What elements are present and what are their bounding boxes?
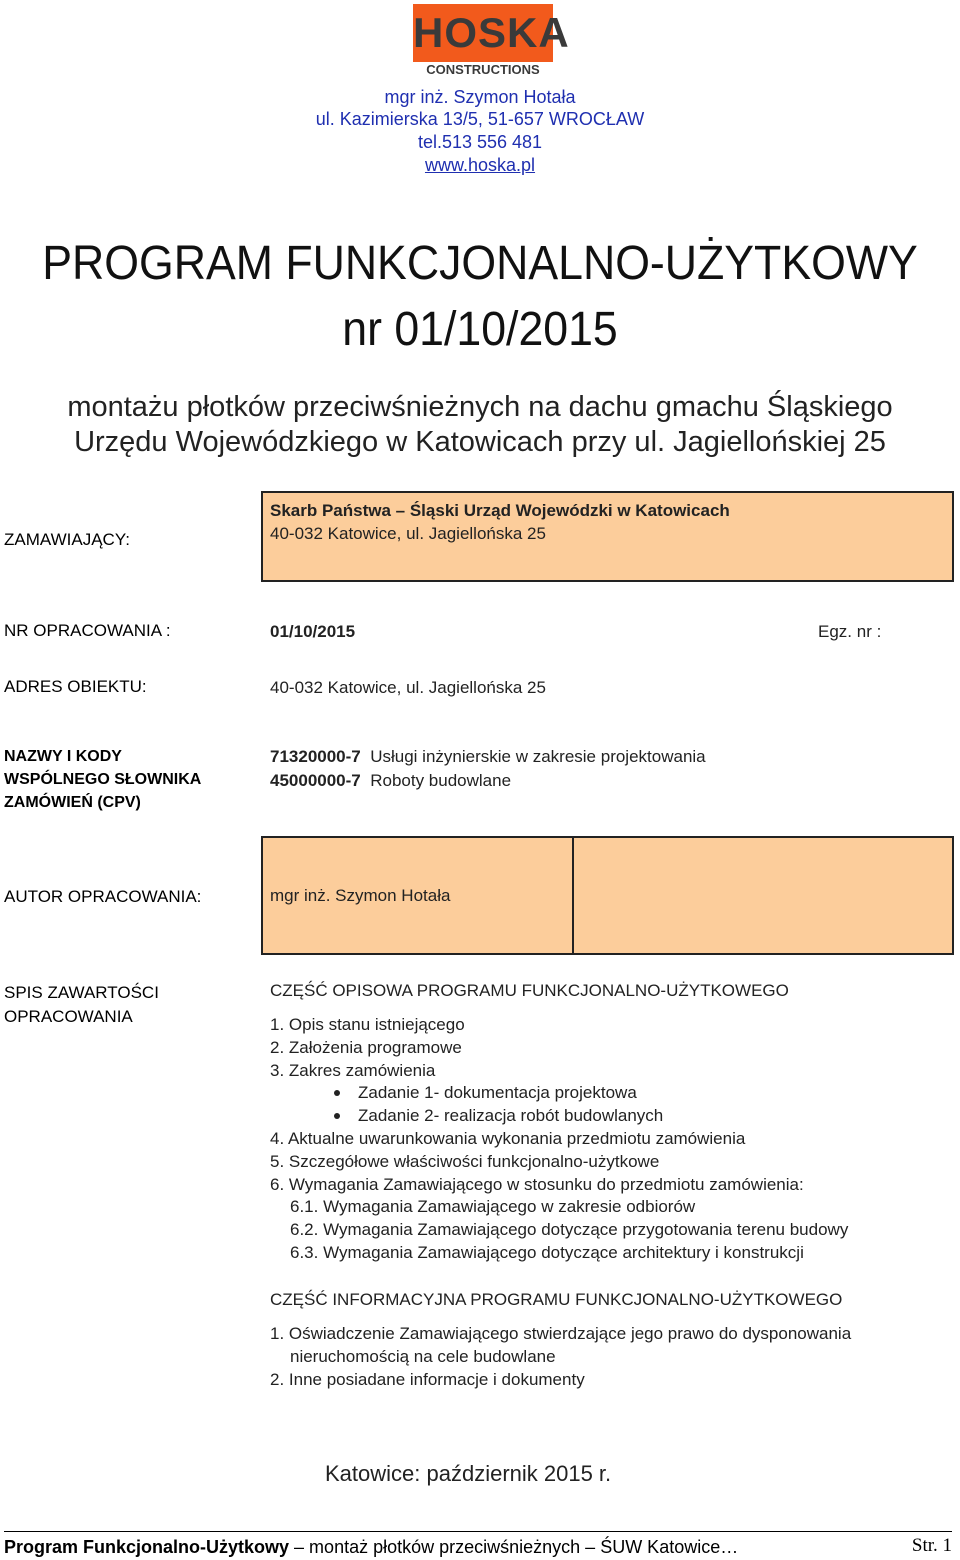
list-item: 6.2. Wymagania Zamawiającego dotyczące przygotowania terenu budowy <box>290 1220 849 1240</box>
toc-label: SPIS ZAWARTOŚCI OPRACOWANIA <box>4 983 159 1026</box>
signature-box <box>572 836 954 955</box>
author-name: mgr inż. Szymon Hotała <box>270 886 451 905</box>
list-item: 1. Opis stanu istniejącego <box>270 1015 465 1034</box>
place-date: Katowice: październik 2015 r. <box>325 1461 612 1486</box>
list-item: 6.3. Wymagania Zamawiającego dotyczące architektury i konstrukcji <box>290 1242 804 1262</box>
toc-part1-title: CZĘŚĆ OPISOWA PROGRAMU FUNKCJONALNO-UŻYTKOWEGO <box>270 981 789 1000</box>
list-item: 3. Zakres zamówienia <box>270 1060 436 1080</box>
website-link[interactable]: www.hoska.pl <box>424 155 536 175</box>
client-label: ZAMAWIAJĄCY: <box>4 530 130 549</box>
list-item: nieruchomością na cele budowlane <box>290 1346 556 1366</box>
client-name: Skarb Państwa – Śląski Urząd Wojewódzki w Katowicach <box>270 501 730 520</box>
list-item: 6. Wymagania Zamawiającego w stosunku do przedmiotu zamówienia: <box>270 1174 804 1194</box>
page-number: Str. 1 <box>911 1535 952 1556</box>
study-number-label: NR OPRACOWANIA : <box>4 621 171 640</box>
object-address-label: ADRES OBIEKTU: <box>4 677 147 696</box>
footer-divider <box>4 1531 952 1532</box>
logo-brand: HOSKA <box>413 9 570 56</box>
footer-text: Program Funkcjonalno-Użytkowy – montaż płotków przeciwśnieżnych – ŚUW Katowice… <box>4 1537 739 1557</box>
bullet-icon <box>334 1090 340 1096</box>
list-item: 5. Szczegółowe właściwości funkcjonalno-użytkowe <box>270 1151 660 1171</box>
document-title: PROGRAM FUNKCJONALNO-UŻYTKOWY <box>42 237 918 290</box>
cpv-label: NAZWY I KODY WSPÓLNEGO SŁOWNIKA ZAMÓWIEŃ (CPV) <box>4 748 202 811</box>
author-label: AUTOR OPRACOWANIA: <box>4 887 202 906</box>
contact-name: mgr inż. Szymon Hotała <box>384 87 576 107</box>
list-item: Zadanie 2- realizacja robót budowlanych <box>270 1105 848 1128</box>
toc-list <box>270 1014 848 1265</box>
logo-subtitle: CONSTRUCTIONS <box>426 62 540 77</box>
list-item: Zadanie 1- dokumentacja projektowa <box>270 1082 848 1105</box>
bullet-icon <box>334 1113 340 1119</box>
object-address: 40-032 Katowice, ul. Jagiellońska 25 <box>270 678 546 697</box>
list-item: 2. Założenia programowe <box>270 1037 462 1057</box>
list-item: 2. Inne posiadane informacje i dokumenty <box>270 1369 585 1389</box>
company-logo <box>413 4 570 78</box>
contact-phone: tel.513 556 481 <box>417 132 543 152</box>
copy-number-label: Egz. nr : <box>818 622 882 641</box>
document-subtitle-line2: Urzędu Wojewódzkiego w Katowicach przy ul. Jagiellońskiej 25 <box>74 426 886 458</box>
study-number: 01/10/2015 <box>270 622 356 641</box>
document-subtitle-line1: montażu płotków przeciwśnieżnych na dachu gmachu Śląskiego <box>67 391 893 423</box>
toc-part2-title: CZĘŚĆ INFORMACYJNA PROGRAMU FUNKCJONALNO-UŻYTKOWEGO <box>270 1290 843 1309</box>
list-item: 1. Oświadczenie Zamawiającego stwierdzające jego prawo do dysponowania <box>270 1324 852 1343</box>
toc-part2-list <box>270 1323 851 1391</box>
client-address: 40-032 Katowice, ul. Jagiellońska 25 <box>270 524 546 543</box>
cpv-item: 71320000-7 Usługi inżynierskie w zakresie projektowania <box>270 747 706 766</box>
document-number: nr 01/10/2015 <box>342 303 618 356</box>
list-item: 4. Aktualne uwarunkowania wykonania przedmiotu zamówienia <box>270 1128 746 1148</box>
list-item: 6.1. Wymagania Zamawiającego w zakresie odbiorów <box>290 1197 696 1217</box>
contact-address: ul. Kazimierska 13/5, 51-657 WROCŁAW <box>315 109 645 129</box>
cpv-item: 45000000-7 Roboty budowlane <box>270 771 512 790</box>
